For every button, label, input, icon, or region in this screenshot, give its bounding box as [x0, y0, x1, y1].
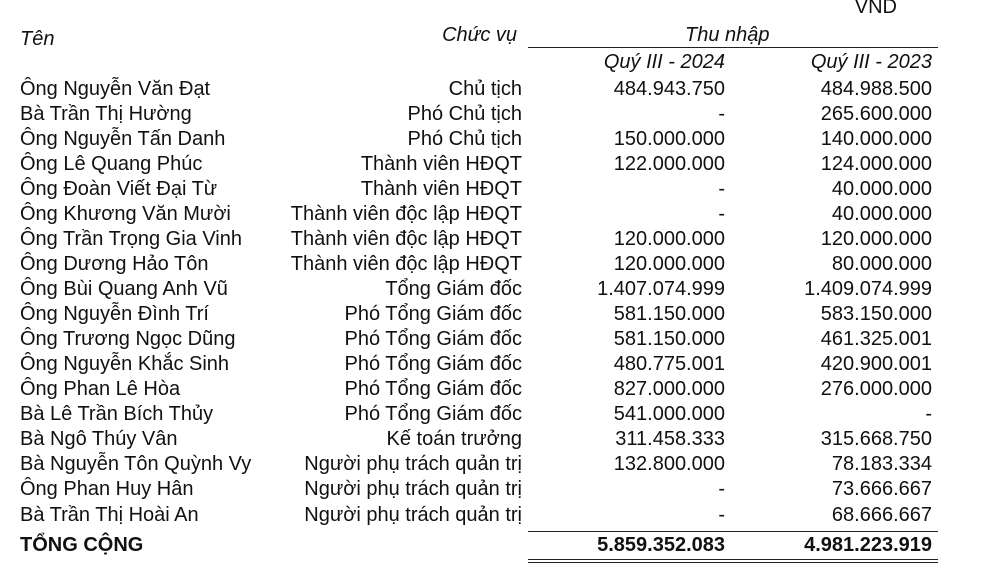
row-name: Ông Bùi Quang Anh Vũ	[20, 278, 228, 300]
row-name: Bà Trần Thị Hoài An	[20, 504, 199, 526]
table-row	[0, 504, 997, 529]
row-q2024: 132.800.000	[613, 453, 725, 475]
row-q2024: 122.000.000	[613, 153, 725, 175]
table-row	[0, 453, 997, 478]
row-position: Phó Tổng Giám đốc	[344, 353, 522, 375]
table-row	[0, 153, 997, 178]
row-q2024: 827.000.000	[613, 378, 725, 400]
row-position: Thành viên độc lập HĐQT	[290, 253, 522, 275]
row-position: Kế toán trưởng	[386, 428, 522, 450]
row-name: Ông Nguyễn Văn Đạt	[20, 78, 211, 100]
table-row	[0, 278, 997, 303]
row-q2023: 40.000.000	[831, 203, 932, 225]
row-q2023: 120.000.000	[820, 228, 932, 250]
row-q2024: 120.000.000	[613, 228, 725, 250]
row-name: Ông Nguyễn Tấn Danh	[20, 128, 226, 150]
row-q2023: 80.000.000	[831, 253, 932, 275]
total-double-rule-2	[528, 562, 938, 563]
total-q2024: 5.859.352.083	[597, 534, 725, 556]
row-name: Bà Lê Trần Bích Thủy	[20, 403, 214, 425]
row-position: Người phụ trách quản trị	[304, 478, 522, 500]
table-row	[0, 178, 997, 203]
row-position: Người phụ trách quản trị	[304, 453, 522, 475]
row-q2024: -	[718, 178, 725, 200]
total-label: TỔNG CỘNG	[20, 534, 144, 556]
row-q2024: -	[718, 478, 725, 500]
row-q2024: 120.000.000	[613, 253, 725, 275]
row-q2023: 73.666.667	[831, 478, 932, 500]
row-name: Ông Nguyễn Đình Trí	[20, 303, 209, 325]
row-q2024: 1.407.074.999	[597, 278, 725, 300]
table-row	[0, 378, 997, 403]
table-row	[0, 353, 997, 378]
row-q2023: 124.000.000	[820, 153, 932, 175]
row-q2024: -	[718, 504, 725, 526]
header-position: Chức vụ	[442, 24, 517, 46]
total-q2023: 4.981.223.919	[804, 534, 932, 556]
table-row	[0, 128, 997, 153]
row-name: Ông Lê Quang Phúc	[20, 153, 203, 175]
row-q2024: -	[718, 203, 725, 225]
row-q2024: 484.943.750	[613, 78, 725, 100]
row-position: Người phụ trách quản trị	[304, 504, 522, 526]
row-position: Thành viên độc lập HĐQT	[290, 203, 522, 225]
table-row	[0, 103, 997, 128]
table-row	[0, 303, 997, 328]
row-q2023: 315.668.750	[820, 428, 932, 450]
currency-label: VND	[854, 0, 897, 18]
row-q2024: 581.150.000	[613, 328, 725, 350]
row-position: Phó Tổng Giám đốc	[344, 403, 522, 425]
row-position: Phó Tổng Giám đốc	[344, 303, 522, 325]
row-name: Bà Nguyễn Tôn Quỳnh Vy	[20, 453, 252, 475]
row-q2024: 581.150.000	[613, 303, 725, 325]
row-q2024: 541.000.000	[613, 403, 725, 425]
row-name: Bà Trần Thị Hường	[20, 103, 192, 125]
row-name: Ông Trương Ngọc Dũng	[20, 328, 236, 350]
row-q2023: -	[925, 403, 932, 425]
income-underline	[528, 47, 938, 48]
row-q2023: 461.325.001	[820, 328, 932, 350]
header-q2024: Quý III - 2024	[603, 51, 725, 73]
row-name: Ông Khương Văn Mười	[20, 203, 231, 225]
row-name: Ông Nguyễn Khắc Sinh	[20, 353, 230, 375]
row-position: Thành viên HĐQT	[360, 178, 522, 200]
row-q2024: 150.000.000	[613, 128, 725, 150]
header-income: Thu nhập	[685, 24, 770, 46]
row-q2023: 583.150.000	[820, 303, 932, 325]
header-q2023: Quý III - 2023	[810, 51, 932, 73]
table-row	[0, 228, 997, 253]
row-name: Ông Đoàn Viết Đại Từ	[20, 178, 218, 200]
row-name: Ông Trần Trọng Gia Vinh	[20, 228, 242, 250]
row-q2024: -	[718, 103, 725, 125]
row-q2023: 40.000.000	[831, 178, 932, 200]
row-q2024: 311.458.333	[615, 428, 725, 450]
row-q2023: 420.900.001	[820, 353, 932, 375]
header-name: Tên	[20, 28, 55, 50]
row-position: Phó Chủ tịch	[407, 128, 522, 150]
total-double-rule-1	[528, 559, 938, 560]
row-q2023: 140.000.000	[820, 128, 932, 150]
table-row	[0, 403, 997, 428]
row-name: Bà Ngô Thúy Vân	[20, 428, 178, 450]
table-row	[0, 328, 997, 353]
total-top-rule	[528, 531, 938, 532]
row-position: Thành viên HĐQT	[360, 153, 522, 175]
row-position: Thành viên độc lập HĐQT	[290, 228, 522, 250]
row-q2023: 276.000.000	[820, 378, 932, 400]
table-row	[0, 478, 997, 503]
row-position: Chủ tịch	[448, 78, 522, 100]
table-row	[0, 203, 997, 228]
table-row	[0, 78, 997, 103]
row-q2023: 1.409.074.999	[804, 278, 932, 300]
table-row	[0, 428, 997, 453]
row-q2024: 480.775.001	[613, 353, 725, 375]
row-q2023: 68.666.667	[831, 504, 932, 526]
row-q2023: 78.183.334	[831, 453, 932, 475]
row-q2023: 484.988.500	[820, 78, 932, 100]
row-name: Ông Phan Huy Hân	[20, 478, 194, 500]
row-name: Ông Dương Hảo Tôn	[20, 253, 209, 275]
row-q2023: 265.600.000	[820, 103, 932, 125]
row-position: Phó Tổng Giám đốc	[344, 378, 522, 400]
table-row	[0, 253, 997, 278]
row-position: Phó Chủ tịch	[407, 103, 522, 125]
row-position: Tổng Giám đốc	[385, 278, 522, 300]
row-position: Phó Tổng Giám đốc	[344, 328, 522, 350]
total-row	[0, 534, 997, 559]
row-name: Ông Phan Lê Hòa	[20, 378, 181, 400]
